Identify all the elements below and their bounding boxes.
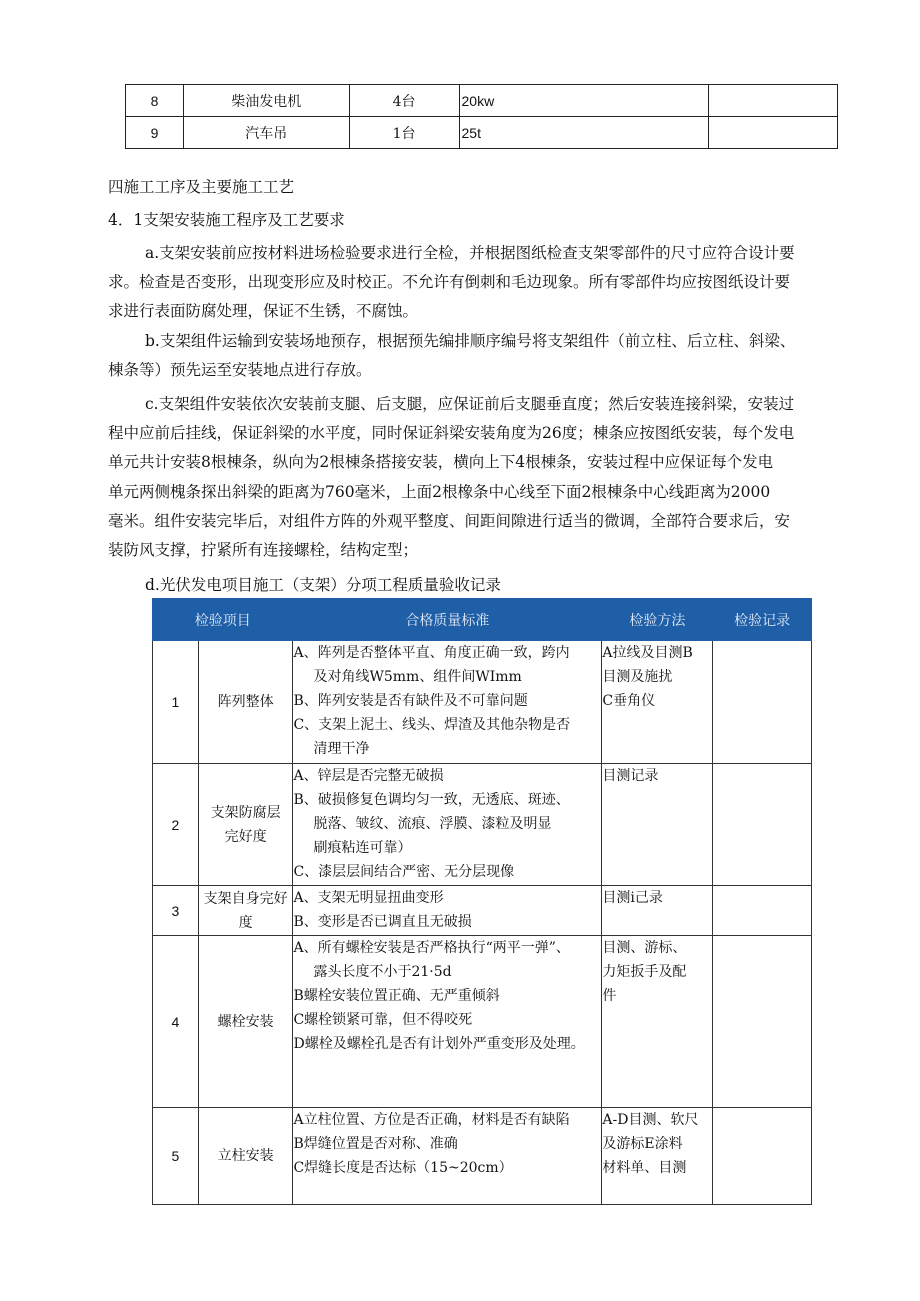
inspection-method: 目测记录 <box>602 764 713 886</box>
equipment-no: 9 <box>126 117 184 149</box>
row-number: 5 <box>153 1108 199 1205</box>
equipment-no: 8 <box>126 85 184 117</box>
paragraph-line: 求进行表面防腐处理，保证不生锈，不腐蚀。 <box>108 302 419 320</box>
paragraph-line: 程中应前后挂线，保证斜梁的水平度，同时保证斜梁安装角度为26度；棟条应按图纸安装，每个发电 <box>108 424 795 442</box>
header-method: 检验方法 <box>602 599 713 641</box>
row-number: 4 <box>153 936 199 1108</box>
paragraph-line: 棟条等）预先运至安装地点进行存放。 <box>108 361 372 379</box>
inspection-method: 目测、游标、 力矩扳手及配 件 <box>602 936 713 1108</box>
paragraph-line: c.支架组件安装依次安装前支腿、后支腿，应保证前后支腿垂直度；然后安装连接斜梁，安装过 <box>145 395 795 413</box>
paragraph-line: 单元共计安装8根棟条，纵向为2根棟条搭接安装，横向上下4根棟条，安装过程中应保证每个发电 <box>108 453 774 471</box>
table-row <box>153 886 812 936</box>
inspection-record <box>713 936 812 1108</box>
table-row <box>153 764 812 886</box>
paragraph-line: 毫米。组件安装完毕后，对组件方阵的外观平整度、间距间隙进行适当的微调，全部符合要求后，安 <box>108 512 791 530</box>
header-standard: 合格质量标准 <box>293 599 602 641</box>
row-number: 1 <box>153 641 199 764</box>
quality-standard: A、阵列是否整体平直、角度正确一致，跨内 及对角线W5mm、组件间WImm B、阵列安装是否有缺件及不可靠问题 C、支架上泥土、线头、焊渣及其他杂物是否 清理干净 <box>293 641 602 764</box>
paragraph-line: 单元两侧槐条探出斜梁的距离为760毫米，上面2根橡条中心线至下面2根棟条中心线距离为2000 <box>108 483 771 501</box>
quality-standard: A立柱位置、方位是否正确，材料是否有缺陷 B焊缝位置是否对称、准确 C焊缝长度是否达标（15~20cm） <box>293 1108 602 1205</box>
inspection-item: 螺栓安装 <box>198 936 293 1108</box>
quality-standard: A、支架无明显扭曲变形 B、变形是否已调直且无破损 <box>293 886 602 936</box>
equipment-qty: 4台 <box>349 85 459 117</box>
inspection-item: 支架自身完好 度 <box>198 886 293 936</box>
equipment-note <box>709 85 838 117</box>
inspection-method: A拉线及目测B 目测及施扰 C垂角仪 <box>602 641 713 764</box>
equipment-name: 柴油发电机 <box>183 85 349 117</box>
row-number: 3 <box>153 886 199 936</box>
inspection-item: 立柱安装 <box>198 1108 293 1205</box>
inspection-record <box>713 641 812 764</box>
header-record: 检验记录 <box>713 599 812 641</box>
table-row <box>126 85 838 117</box>
inspection-item: 支架防腐层 完好度 <box>198 764 293 886</box>
inspection-record <box>713 764 812 886</box>
inspection-method: A-D目测、软尺 及游标E涂料 材料单、目测 <box>602 1108 713 1205</box>
equipment-spec: 25t <box>459 117 709 149</box>
equipment-qty: 1台 <box>349 117 459 149</box>
inspection-item: 阵列整体 <box>198 641 293 764</box>
equipment-spec: 20kw <box>459 85 709 117</box>
table-row <box>153 641 812 764</box>
equipment-note <box>709 117 838 149</box>
inspection-record <box>713 1108 812 1205</box>
quality-table <box>152 598 812 1205</box>
quality-standard: A、所有螺栓安装是否严格执行“两平一弹”、 露头长度不小于21·5d B螺栓安装位置正确、无严重倾斜 C螺栓锁紧可靠，但不得咬死 D螺栓及螺栓孔是否有计划外严重变形及处理。 <box>293 936 602 1108</box>
equipment-name: 汽车吊 <box>183 117 349 149</box>
equipment-table <box>125 84 838 149</box>
inspection-record <box>713 886 812 936</box>
paragraph-line: a.支架安装前应按材料进场检验要求进行全检，并根据图纸检查支架零部件的尺寸应符合设计要 <box>145 244 795 262</box>
table-row <box>153 936 812 1108</box>
paragraph-line: 装防风支撑，拧紧所有连接螺栓，结构定型； <box>108 541 419 559</box>
subsection-title: 4．1支架安装施工程序及工艺要求 <box>108 211 345 229</box>
paragraph-line: 求。检查是否变形，出现变形应及时校正。不允许有倒刺和毛边现象。所有零部件均应按图纸设计要 <box>108 273 791 291</box>
header-item: 检验项目 <box>153 599 293 641</box>
table-caption: d.光伏发电项目施工（支架）分项工程质量验收记录 <box>145 576 501 594</box>
section-title: 四施工工序及主要施工工艺 <box>108 178 295 196</box>
row-number: 2 <box>153 764 199 886</box>
quality-standard: A、锌层是否完整无破损 B、破损修复色调均匀一致，无透底、斑迹、 脱落、皱纹、流痕、浮膜、漆粒及明显 刷痕粘连可靠） C、漆层层间结合严密、无分层现像 <box>293 764 602 886</box>
table-header-row <box>153 599 812 641</box>
table-row <box>153 1108 812 1205</box>
inspection-method: 目测i己录 <box>602 886 713 936</box>
paragraph-line: b.支架组件运输到安装场地预存，根据预先编排顺序编号将支架组件（前立柱、后立柱、斜梁、 <box>145 332 796 350</box>
table-row <box>126 117 838 149</box>
